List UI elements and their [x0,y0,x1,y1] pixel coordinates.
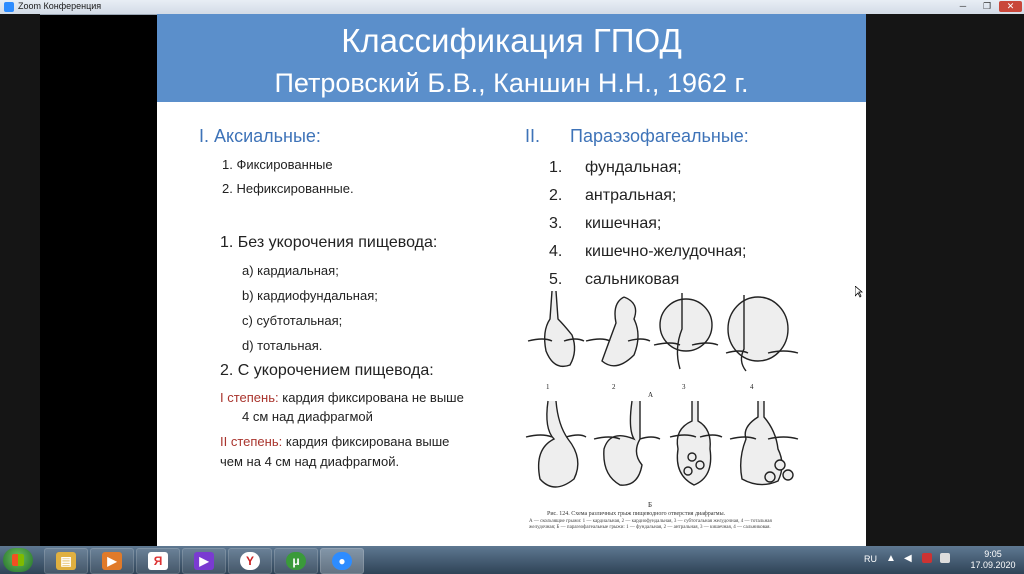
right-letterbox [866,14,1024,546]
mouse-cursor-icon [855,286,863,298]
slide-subtitle: Петровский Б.В., Каншин Н.Н., 1962 г. [274,68,749,98]
degree2-label: II степень: [220,434,283,449]
figure-label-a1: 1 [546,383,550,391]
figure-label-a2: 2 [612,383,616,391]
language-indicator[interactable]: RU [864,554,877,564]
figure-caption-line2: А — скользящие грыжи: 1 — кардиальная, 2 — кардиофундальная, 3 — субтотальная желудочная, 4 — тотальная желудочная; Б — параэзофагеальные грыжи: 1 — фундальная, 2 — антральная, 3 — кишечная, 4 — сальниковая. [529,519,772,530]
group1-item-a: a) кардиальная; [242,263,339,278]
windows-taskbar [0,546,1024,574]
left-letterbox [0,14,40,546]
figure-letter-b: Б [648,501,653,509]
close-button[interactable]: ✕ [999,1,1022,12]
para-item-3-num: 3. [549,215,563,232]
axial-heading: I. Аксиальные: [199,126,321,146]
para-item-3: кишечная; [585,215,662,232]
taskbar-app-yandex-browser[interactable] [228,548,272,574]
para-item-2-num: 2. [549,187,563,204]
para-item-2: антральная; [585,187,677,204]
degree1-line1 [220,390,464,405]
hernia-b2 [594,401,660,485]
hernia-a3 [654,293,718,369]
paraesophageal-heading: Параэзофагеальные: [570,126,749,146]
yandex-icon: Я [148,552,168,570]
hernia-a4 [726,295,798,371]
hernia-b1 [526,401,586,487]
para-item-5: сальниковая [585,271,680,288]
group1-item-c: c) субтотальная; [242,313,343,328]
degree1-text: кардия фиксирована не выше [282,390,464,405]
group1-item-d: d) тотальная. [242,338,323,353]
taskbar-app-zoom[interactable] [320,548,364,574]
degree1-line2: 4 см над диафрагмой [242,409,373,424]
shared-slide [157,14,866,546]
axial-item-1: 1. Фиксированные [222,157,333,172]
window-title-bar [0,0,1024,15]
taskbar-app-visual-studio[interactable] [182,548,226,574]
taskbar-app-yandex[interactable] [136,548,180,574]
slide-title: Классификация ГПОД [341,22,682,59]
network-warning-icon[interactable] [922,553,932,563]
hernia-diagram-figure [524,289,804,531]
slide-title-banner [157,14,866,102]
clock-date: 17.09.2020 [970,560,1016,570]
zoom-icon: ● [332,552,352,570]
volume-icon[interactable]: ◀ [904,553,912,564]
axial-item-2: 2. Нефиксированные. [222,181,354,196]
tray-expand-icon[interactable]: ▲ [886,553,896,564]
degree2-text: кардия фиксирована выше [285,434,450,449]
para-item-1-num: 1. [549,159,563,176]
media-player-icon: ▶ [102,552,122,570]
clock-time: 9:05 [984,549,1002,559]
para-item-4: кишечно-желудочная; [585,243,747,260]
para-item-1: фундальная; [585,159,682,176]
hernia-b3 [670,401,722,485]
group1-item-b: b) кардиофундальная; [242,288,378,303]
taskbar-app-utorrent[interactable] [274,548,318,574]
zoom-app-icon [4,2,14,12]
hernia-a1 [528,291,584,366]
visual-studio-icon: ▶ [194,552,214,570]
taskbar-app-media-player[interactable] [90,548,134,574]
start-button[interactable] [3,548,33,572]
hernia-b4 [730,401,798,485]
folder-icon: ▤ [56,552,76,570]
clock[interactable] [966,549,1020,571]
para-item-4-num: 4. [549,243,563,260]
degree1-label: I степень: [220,390,279,405]
degree2-line2: чем на 4 см над диафрагмой. [220,454,400,469]
paraesophageal-heading-num: II. [525,126,541,146]
figure-label-a4: 4 [750,383,754,391]
taskbar-app-explorer[interactable] [44,548,88,574]
degree2-line1 [220,434,449,449]
yandex-browser-icon: Y [240,552,260,570]
group1-heading: 1. Без укорочения пищевода: [220,234,438,251]
figure-label-a3: 3 [682,383,686,391]
figure-letter-a: А [648,391,654,399]
group2-heading: 2. С укорочением пищевода: [220,362,434,379]
figure-caption-line1: Рис. 124. Схема различных грыж пищеводного отверстия диафрагмы. [547,511,726,517]
hernia-a2 [586,297,650,366]
para-item-5-num: 5. [549,271,563,288]
maximize-button[interactable]: ❐ [982,1,992,11]
minimize-button[interactable]: ─ [959,1,967,11]
action-center-icon[interactable] [940,553,950,563]
window-title: Zoom Конференция [18,1,102,11]
windows-logo-icon [12,554,24,566]
utorrent-icon: μ [286,552,306,570]
